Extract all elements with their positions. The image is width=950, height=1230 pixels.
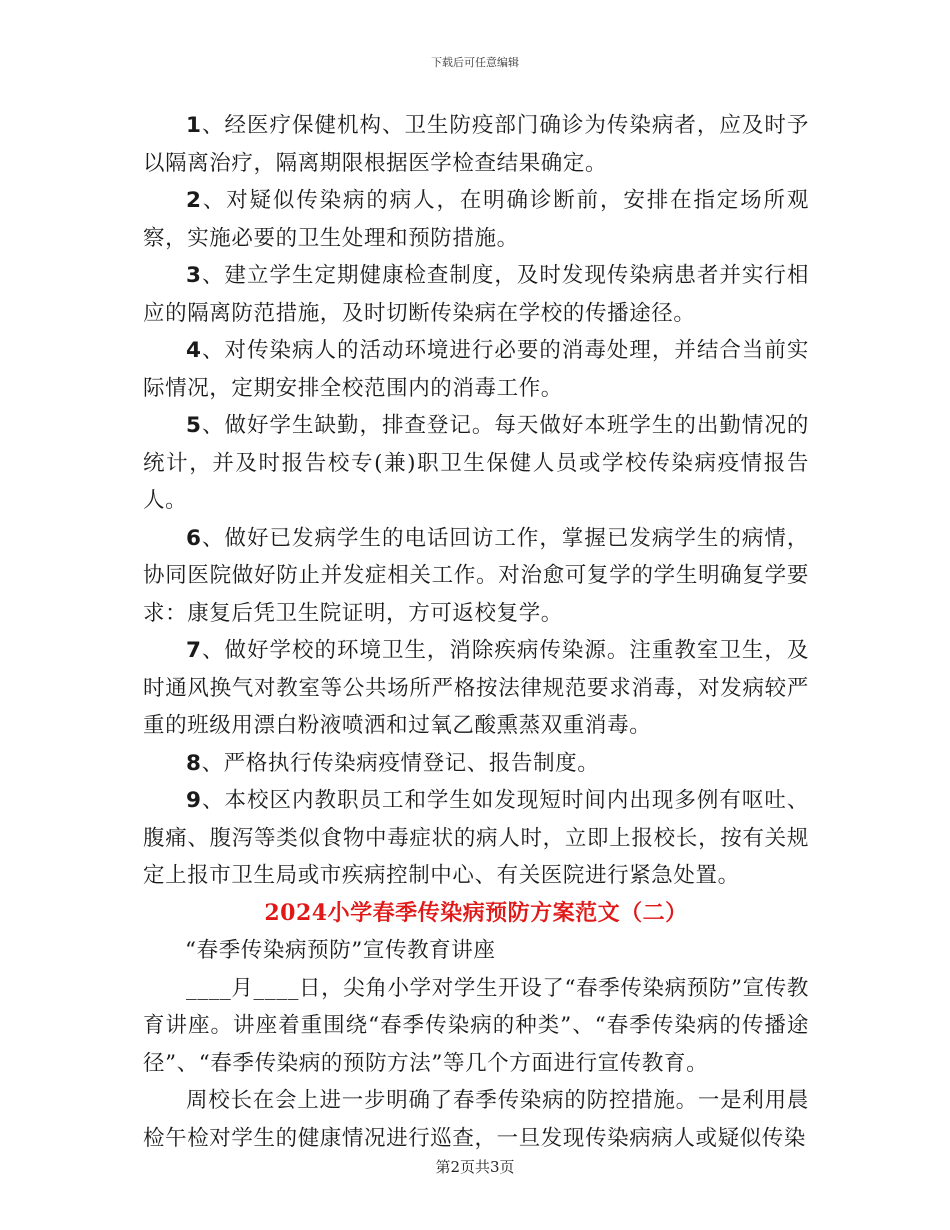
item-number: 3 (186, 263, 202, 288)
item-text: 、严格执行传染病疫情登记、报告制度。 (201, 750, 600, 776)
item-number: 4 (186, 338, 202, 363)
item-number: 6 (186, 525, 202, 551)
item-text: 、做好学校的环境卫生，消除疾病传染源。注重教室卫生，及时通风换气对教室等公共场所严格按法律规范要求消毒，对发病较严重的班级用漂白粉液喷洒和过氧乙酸熏蒸双重消毒。 (143, 638, 809, 738)
page-number: 第2页共3页 (435, 1158, 515, 1176)
document-body (143, 107, 809, 1157)
item-text: 、对疑似传染病的病人，在明确诊断前，安排在指定场所观察，实施必要的卫生处理和预防措施。 (143, 188, 809, 251)
item-number: 2 (186, 188, 202, 213)
list-item (143, 782, 809, 895)
item-number: 9 (186, 788, 202, 813)
body-paragraph: ____月____日，尖角小学对学生开设了“春季传染病预防”宣传教育讲座。讲座着重围绕“春季传染病的种类”、“春季传染病的传播途径”、“春季传染病的预防方法”等几个方面进行宣传教育。 (143, 975, 809, 1076)
list-item (143, 107, 809, 182)
item-number: 7 (186, 638, 202, 663)
item-text: 、建立学生定期健康检查制度，及时发现传染病患者并实行相应的隔离防范措施，及时切断传染病在学校的传播途径。 (143, 263, 809, 326)
item-text: 、对传染病人的活动环境进行必要的消毒处理，并结合当前实际情况，定期安排全校范围内的消毒工作。 (143, 338, 809, 401)
list-item (143, 257, 809, 332)
list-item (143, 520, 809, 633)
list-item (143, 332, 809, 407)
body-paragraph: 周校长在会上进一步明确了春季传染病的防控措施。一是利用晨检午检对学生的健康情况进行巡查，一旦发现传染病病人或疑似传染 (143, 1088, 809, 1151)
section-subtitle: “春季传染病预防”宣传教育讲座 (185, 938, 496, 963)
header-note: 下载后可任意编辑 (431, 56, 519, 69)
list-item (143, 632, 809, 745)
list-item (143, 182, 809, 257)
item-text: 、做好已发病学生的电话回访工作，掌握已发病学生的病情，协同医院做好防止并发症相关工作。对治愈可复学的学生明确复学要求：康复后凭卫生院证明，方可返校复学。 (143, 525, 809, 626)
list-item (143, 745, 809, 783)
item-text: 、本校区内教职员工和学生如发现短时间内出现多例有呕吐、腹痛、腹泻等类似食物中毒症状的病人时，立即上报校长，按有关规定上报市卫生局或市疾病控制中心、有关医院进行紧急处置。 (143, 788, 809, 888)
item-text: 、经医疗保健机构、卫生防疫部门确诊为传染病者，应及时予以隔离治疗，隔离期限根据医学检查结果确定。 (143, 113, 809, 176)
item-number: 5 (186, 413, 202, 438)
item-text: 、做好学生缺勤，排查登记。每天做好本班学生的出勤情况的统计，并及时报告校专(兼)职卫生保健人员或学校传染病疫情报告人。 (143, 413, 809, 513)
item-number: 1 (186, 113, 202, 138)
item-number: 8 (186, 750, 202, 776)
section-title: 2024小学春季传染病预防方案范文（二） (264, 899, 688, 926)
list-item (143, 407, 809, 520)
